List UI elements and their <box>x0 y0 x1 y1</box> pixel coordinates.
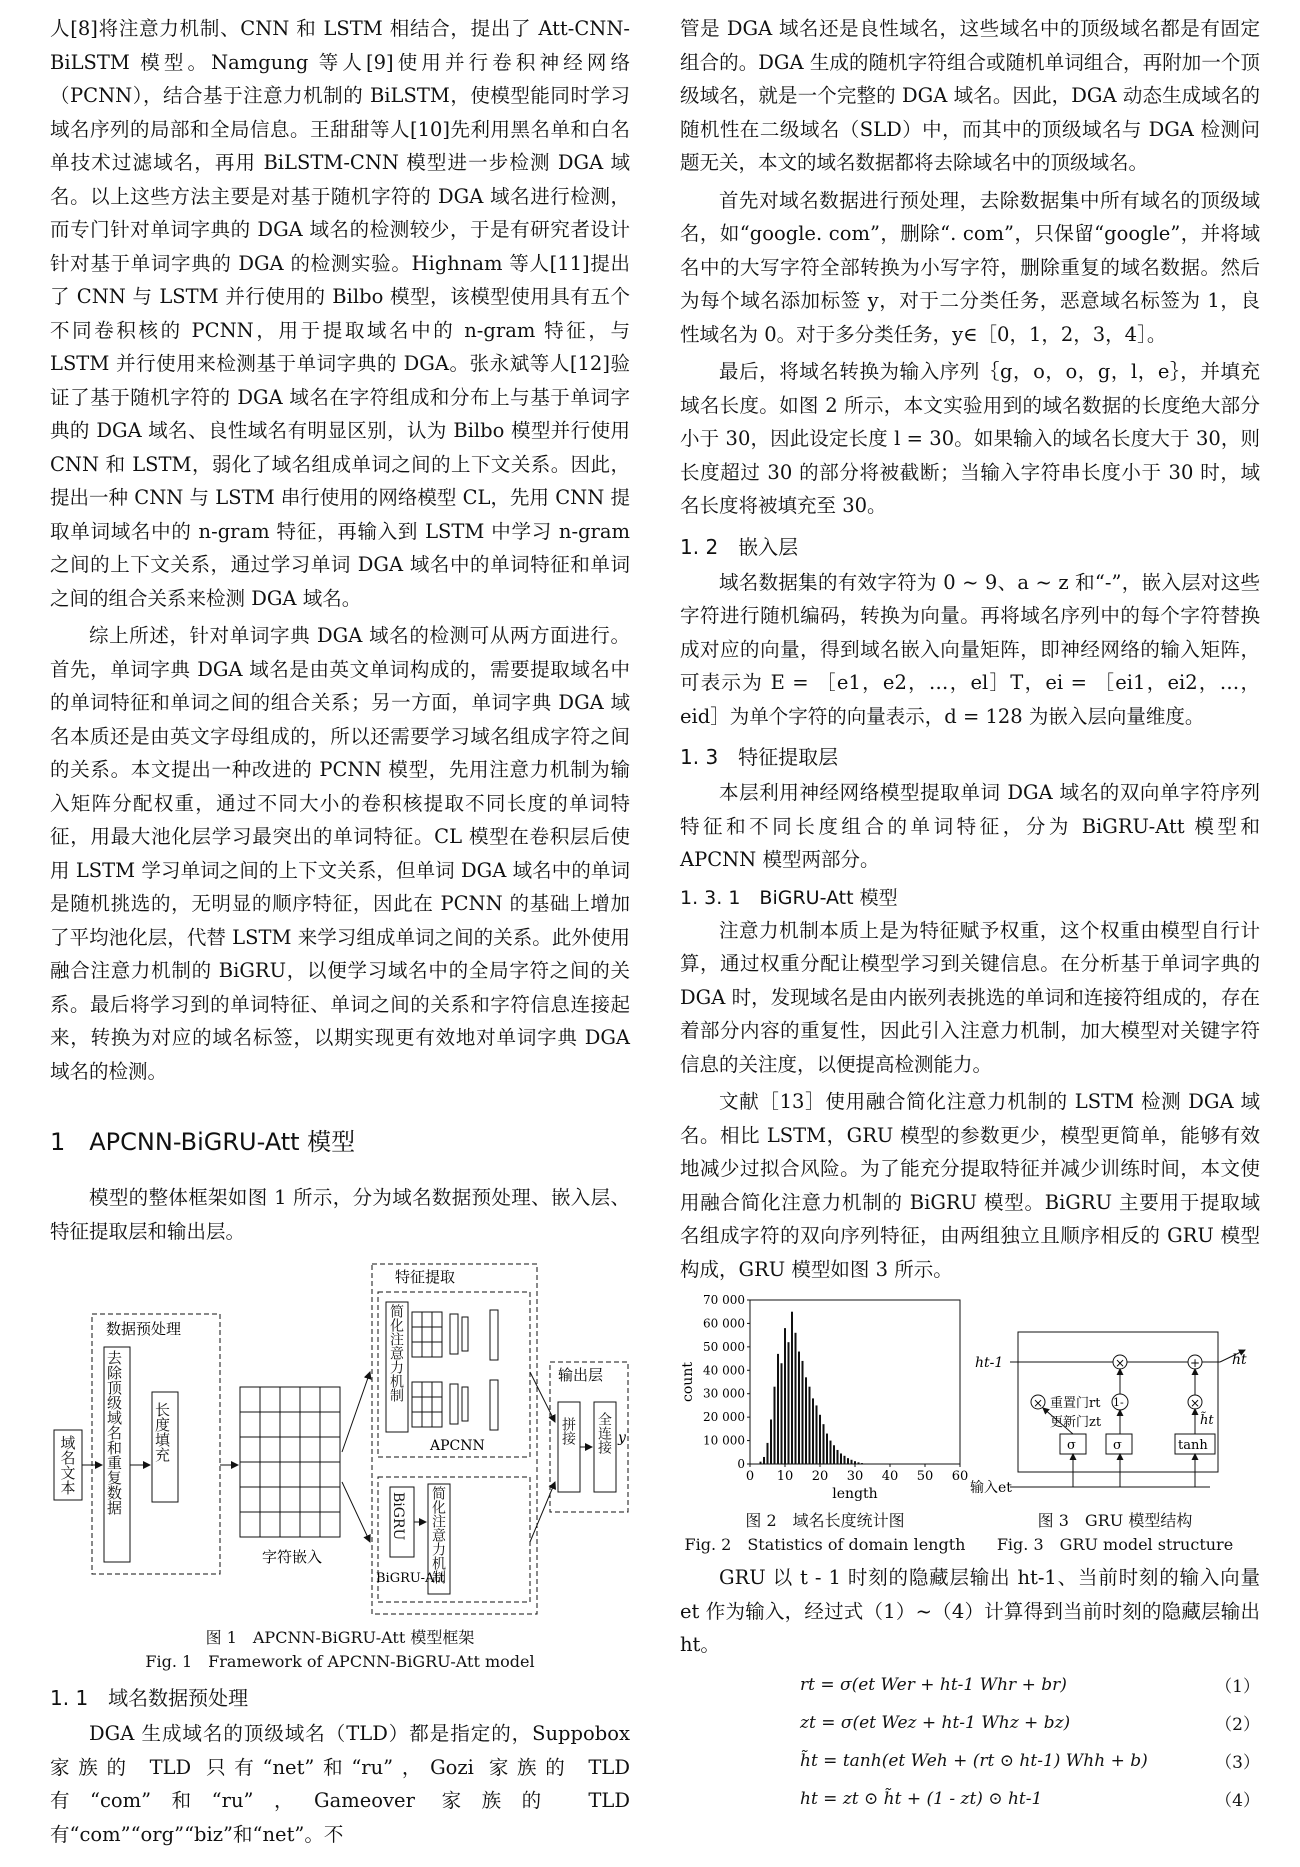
bar <box>816 1405 818 1464</box>
bar <box>802 1361 804 1464</box>
y-tick-label: 60 000 <box>703 1316 745 1331</box>
reset-gate-label: 重置门rt <box>1050 1396 1101 1411</box>
bar <box>858 1462 860 1464</box>
equations <box>680 1666 1260 1818</box>
x-tick-label: 60 <box>951 1469 969 1484</box>
fig1-caption-en: Fig. 1 Framework of APCNN-BiGRU-Att model <box>145 1652 535 1671</box>
equation-1 <box>680 1666 1260 1704</box>
bar <box>851 1460 853 1464</box>
fig3-caption-en: Fig. 3 GRU model structure <box>996 1535 1234 1554</box>
section-1-3-1-paragraph-2: 文献［13］使用融合简化注意力机制的 LSTM 检测 DGA 域名。相比 LSTM，GRU 模型的参数更少，模型更简单，能够有效地减少过拟合风险。为了能充分提取特征并减少训练时间，本文使用融合简化注意力机制的 BiGRU 模型。BiGRU 主要用于提取域名组成字符的双向序列特征，由两组独立且顺序相反的 GRU 模型构成，GRU 模型如图 3 所示。 <box>680 1090 1260 1281</box>
section-1-1-title: 1. 1 域名数据预处理 <box>50 1686 249 1710</box>
fig2-length-chart <box>680 1292 970 1507</box>
y-tick-label: 50 000 <box>703 1339 745 1354</box>
y-tick-label: 40 000 <box>703 1363 745 1378</box>
section-1-2-title: 1. 2 嵌入层 <box>680 534 799 559</box>
tanh-label: tanh <box>1178 1438 1208 1453</box>
bar <box>861 1463 863 1464</box>
fig3-caption-cn: 图 3 GRU 模型结构 <box>1037 1511 1193 1530</box>
bar <box>777 1354 779 1464</box>
fc-label: 全连接 <box>596 1412 612 1454</box>
fig2-caption-cn: 图 2 域名长度统计图 <box>745 1511 905 1530</box>
concat-label: 拼接 <box>560 1417 576 1445</box>
char-embed-label: 字符嵌入 <box>262 1548 323 1566</box>
fig2-caption-en: Fig. 2 Statistics of domain length <box>684 1535 966 1554</box>
bar <box>847 1458 849 1464</box>
equation-4-expr: ht = zt ⊙ h̃t + (1 - zt) ⊙ ht-1 <box>800 1788 1043 1809</box>
figure-1 <box>50 1252 630 1674</box>
att-label: 简化注意力机制 <box>388 1304 404 1402</box>
equation-1-expr: rt = σ(et Wer + ht-1 Whr + br) <box>800 1674 1067 1695</box>
fig1-diagram <box>50 1252 630 1622</box>
length-fill-text: 长度填充 <box>153 1402 171 1462</box>
equation-3-number: （3） <box>1215 1753 1260 1773</box>
figures-2-3 <box>680 1292 1260 1507</box>
bar <box>763 1457 765 1464</box>
fig3-gru-diagram <box>970 1292 1260 1507</box>
equation-4-number: （4） <box>1215 1791 1260 1811</box>
x-tick-label: 20 <box>811 1469 829 1484</box>
bar <box>760 1462 762 1464</box>
gru-paragraph: GRU 以 t - 1 时刻的隐藏层输出 ht-1、当前时刻的输入向量 et 作为输入，经过式（1）~（4）计算得到当前时刻的隐藏层输出 ht。 <box>680 1566 1260 1656</box>
bar <box>837 1450 839 1464</box>
output-title: 输出层 <box>558 1366 604 1384</box>
bar <box>812 1398 814 1464</box>
y-tick-label: 20 000 <box>703 1410 745 1425</box>
bar <box>830 1441 832 1464</box>
y-label: y <box>618 1430 626 1446</box>
y-tick-label: 10 000 <box>703 1433 745 1448</box>
bar <box>805 1377 807 1464</box>
svg-text:×: × <box>1115 1356 1126 1370</box>
equation-2-expr: zt = σ(et Wez + ht-1 Whz + bz) <box>800 1712 1071 1733</box>
bar <box>833 1445 835 1464</box>
bar <box>823 1424 825 1464</box>
bar <box>798 1352 800 1464</box>
equation-2-number: （2） <box>1215 1715 1260 1735</box>
x-tick-label: 0 <box>745 1469 755 1484</box>
input-label: 输入et <box>970 1480 1012 1496</box>
equation-1-number: （1） <box>1215 1677 1260 1697</box>
x-tick-label: 10 <box>776 1469 794 1484</box>
bar <box>767 1443 769 1464</box>
h-prev-label: ht-1 <box>975 1355 1004 1371</box>
left-column <box>50 12 630 1855</box>
domain-text: 域名文本 <box>58 1435 77 1495</box>
svg-text:+: + <box>1190 1356 1201 1370</box>
bar <box>781 1363 783 1464</box>
bar <box>826 1434 828 1464</box>
bar <box>791 1312 793 1464</box>
sigma-label-2: σ <box>1113 1438 1122 1453</box>
intro-paragraph-1: 人[8]将注意力机制、CNN 和 LSTM 相结合，提出了 Att-CNN-BiLSTM 模型。Namgung 等人[9]使用并行卷积神经网络（PCNN），结合基于注意力机制的 BiLSTM，使模型能同时学习域名序列的局部和全局信息。王甜甜等人[10]先利用黑名单和白名单技术过滤域名，再用 BiLSTM-CNN 模型进一步检测 DGA 域名。以上这些方法主要是对基于随机字符的 DGA 域名进行检测，而专门针对单词字典的 DGA 域名的检测较少，于是有研究者设计针对基于单词字典的 DGA 的检测实验。Highnam 等人[11]提出了 CNN 与 LSTM 并行使用的 Bilbo 模型，该模型使用具有五个不同卷积核的 PCNN，用于提取域名中的 n-gram 特征，与 LSTM 并行使用来检测基于单词字典的 DGA。张永斌等人[12]验证了基于随机字符的 DGA 域名在字符组成和分布上与基于单词字典的 DGA 域名、良性域名有明显区别，认为 Bilbo 模型并行使用 CNN 和 LSTM，弱化了域名组成单词之间的上下文关系。因此，提出一种 CNN 与 LSTM 串行使用的网络模型 CL，先用 CNN 提取单词域名中的 n-gram 特征，再输入到 LSTM 中学习 n-gram 之间的上下文关系，通过学习单词 DGA 域名中的单词特征和单词之间的组合关系来检测 DGA 域名。 <box>50 17 630 610</box>
att-label-2: 简化注意力机制 <box>430 1486 446 1584</box>
bar <box>819 1415 821 1464</box>
x-tick-label: 50 <box>916 1469 934 1484</box>
remove-tld-text: 去除顶级域名和重复数据 <box>105 1350 123 1515</box>
equation-2 <box>680 1704 1260 1742</box>
section-1-1-paragraph: DGA 生成域名的顶级域名（TLD）都是指定的，Suppobox 家族的 TLD 只有“net”和“ru”，Gozi 家族的 TLD 有“com”和“ru”，Gameover 家族的 TLD 有“com”“org”“biz”和“net”。不 <box>50 1722 630 1846</box>
x-tick-label: 40 <box>881 1469 899 1484</box>
h-t-label: ht <box>1232 1352 1247 1368</box>
bar <box>795 1333 797 1464</box>
bar <box>840 1453 842 1464</box>
equation-4 <box>680 1780 1260 1818</box>
right-paragraph-c: 最后，将域名转换为输入序列｛g，o，o，g，l，e｝，并填充域名长度。如图 2 所示，本文实验用到的域名数据的长度绝大部分小于 30，因此设定长度 l = 30。如果输入的域名长度大于 30，则长度超过 30 的部分将被截断；当输入字符串长度小于 30 时，域名长度将被填充至 30。 <box>680 360 1260 517</box>
conv-grids <box>412 1310 498 1430</box>
section-1-3-1-paragraph-1: 注意力机制本质上是为特征赋予权重，这个权重由模型自行计算，通过权重分配让模型学习到关键信息。在分析基于单词字典的 DGA 时，发现域名是由内嵌列表挑选的单词和连接符组成的，存在着部分内容的重复性，因此引入注意力机制，加大模型对关键字符信息的关注度，以便提高检测能力。 <box>680 918 1260 1076</box>
figure-captions-2-3 <box>680 1509 1260 1557</box>
x-axis-label: length <box>832 1486 878 1502</box>
y-tick-label: 30 000 <box>703 1386 745 1401</box>
bar <box>774 1387 776 1464</box>
bar <box>809 1387 811 1464</box>
section-1-2-paragraph: 域名数据集的有效字符为 0 ~ 9、a ~ z 和“-”，嵌入层对这些字符进行随机编码，转换为向量。再将域名序列中的每个字符替换成对应的向量，得到域名嵌入向量矩阵，即神经网络的输入矩阵，可表示为 E = ［e1，e2，…，el］T，ei = ［ei1，ei2，…，eid］为单个字符的向量表示，d = 128 为嵌入层向量维度。 <box>680 570 1260 728</box>
section-1-3-paragraph: 本层利用神经网络模型提取单词 DGA 域名的双向单字符序列特征和不同长度组合的单词特征，分为 BiGRU-Att 模型和 APCNN 模型两部分。 <box>680 781 1260 871</box>
fig1-caption-cn: 图 1 APCNN-BiGRU-Att 模型框架 <box>205 1628 475 1647</box>
svg-text:×: × <box>1033 1396 1044 1410</box>
equation-3 <box>680 1742 1260 1780</box>
intro-paragraph-2: 综上所述，针对单词字典 DGA 域名的检测可从两方面进行。首先，单词字典 DGA 域名是由英文单词构成的，需要提取域名中的单词特征和单词之间的组合关系；另一方面，单词字典 DGA 域名本质还是由英文字母组成的，所以还需要学习域名组成字符之间的关系。本文提出一种改进的 PCNN 模型，先用注意力机制为输入矩阵分配权重，通过不同大小的卷积核提取不同长度的单词特征，用最大池化层学习最突出的单词特征。CL 模型在卷积层后使用 LSTM 学习单词之间的上下文关系，但单词 DGA 域名中的单词是随机挑选的，无明显的顺序特征，因此在 PCNN 的基础上增加了平均池化层，代替 LSTM 来学习组成单词之间的关系。此外使用融合注意力机制的 BiGRU，以便学习域名中的全局字符之间的关系。最后将学习到的单词特征、单词之间的关系和字符信息连接起来，转换为对应的域名标签，以期实现更有效地对单词字典 DGA 域名的检测。 <box>50 624 630 1083</box>
bar <box>844 1456 846 1464</box>
one-minus-label: 1- <box>1113 1396 1124 1409</box>
bar <box>770 1419 772 1464</box>
section-1-paragraph: 模型的整体框架如图 1 所示，分为域名数据预处理、嵌入层、特征提取层和输出层。 <box>50 1186 630 1243</box>
svg-text:×: × <box>1190 1396 1201 1410</box>
y-tick-label: 70 000 <box>703 1293 745 1307</box>
bar <box>854 1461 856 1464</box>
sigma-label-1: σ <box>1067 1438 1076 1453</box>
section-1-title: 1 APCNN-BiGRU-Att 模型 <box>50 1128 356 1156</box>
right-paragraph-b: 首先对域名数据进行预处理，去除数据集中所有域名的顶级域名，如“google. com”，删除“. com”，只保留“google”，并将域名中的大写字符全部转换为小写字符，删除重复的域名数据。然后为每个域名添加标签 y，对于二分类任务，恶意域名标签为 1，良性域名为 0。对于多分类任务，y∈［0，1，2，3，4］。 <box>680 188 1260 346</box>
preprocess-title: 数据预处理 <box>106 1320 182 1338</box>
x-tick-label: 30 <box>846 1469 864 1484</box>
apcnn-label: APCNN <box>430 1438 485 1454</box>
right-paragraph-a: 管是 DGA 域名还是良性域名，这些域名中的顶级域名都是有固定组合的。DGA 生成的随机字符组合或随机单词组合，再附加一个顶级域名，就是一个完整的 DGA 域名。因此，DGA 动态生成域名的随机性在二级域名（SLD）中，而其中的顶级域名与 DGA 检测问题无关，本文的域名数据都将去除域名中的顶级域名。 <box>680 17 1260 174</box>
y-axis-label: count <box>680 1362 696 1402</box>
update-gate-label: 更新门zt <box>1050 1415 1102 1430</box>
section-1-3-title: 1. 3 特征提取层 <box>680 745 839 769</box>
equation-3-expr: h̃t = tanh(et Weh + (rt ⊙ ht-1) Whh + b) <box>800 1750 1148 1771</box>
h-tilde-label: h̃t <box>1200 1413 1214 1428</box>
right-column <box>680 12 1260 1818</box>
bar <box>784 1328 786 1464</box>
bigru-att-label: BiGRU-Att <box>376 1571 445 1586</box>
feature-title: 特征提取 <box>395 1268 456 1286</box>
bar <box>788 1342 790 1464</box>
bigru-label: BiGRU <box>390 1492 406 1541</box>
char-embed-grid <box>240 1387 340 1537</box>
y-tick-label: 0 <box>737 1457 745 1471</box>
section-1-3-1-title: 1. 3. 1 BiGRU-Att 模型 <box>680 886 898 909</box>
